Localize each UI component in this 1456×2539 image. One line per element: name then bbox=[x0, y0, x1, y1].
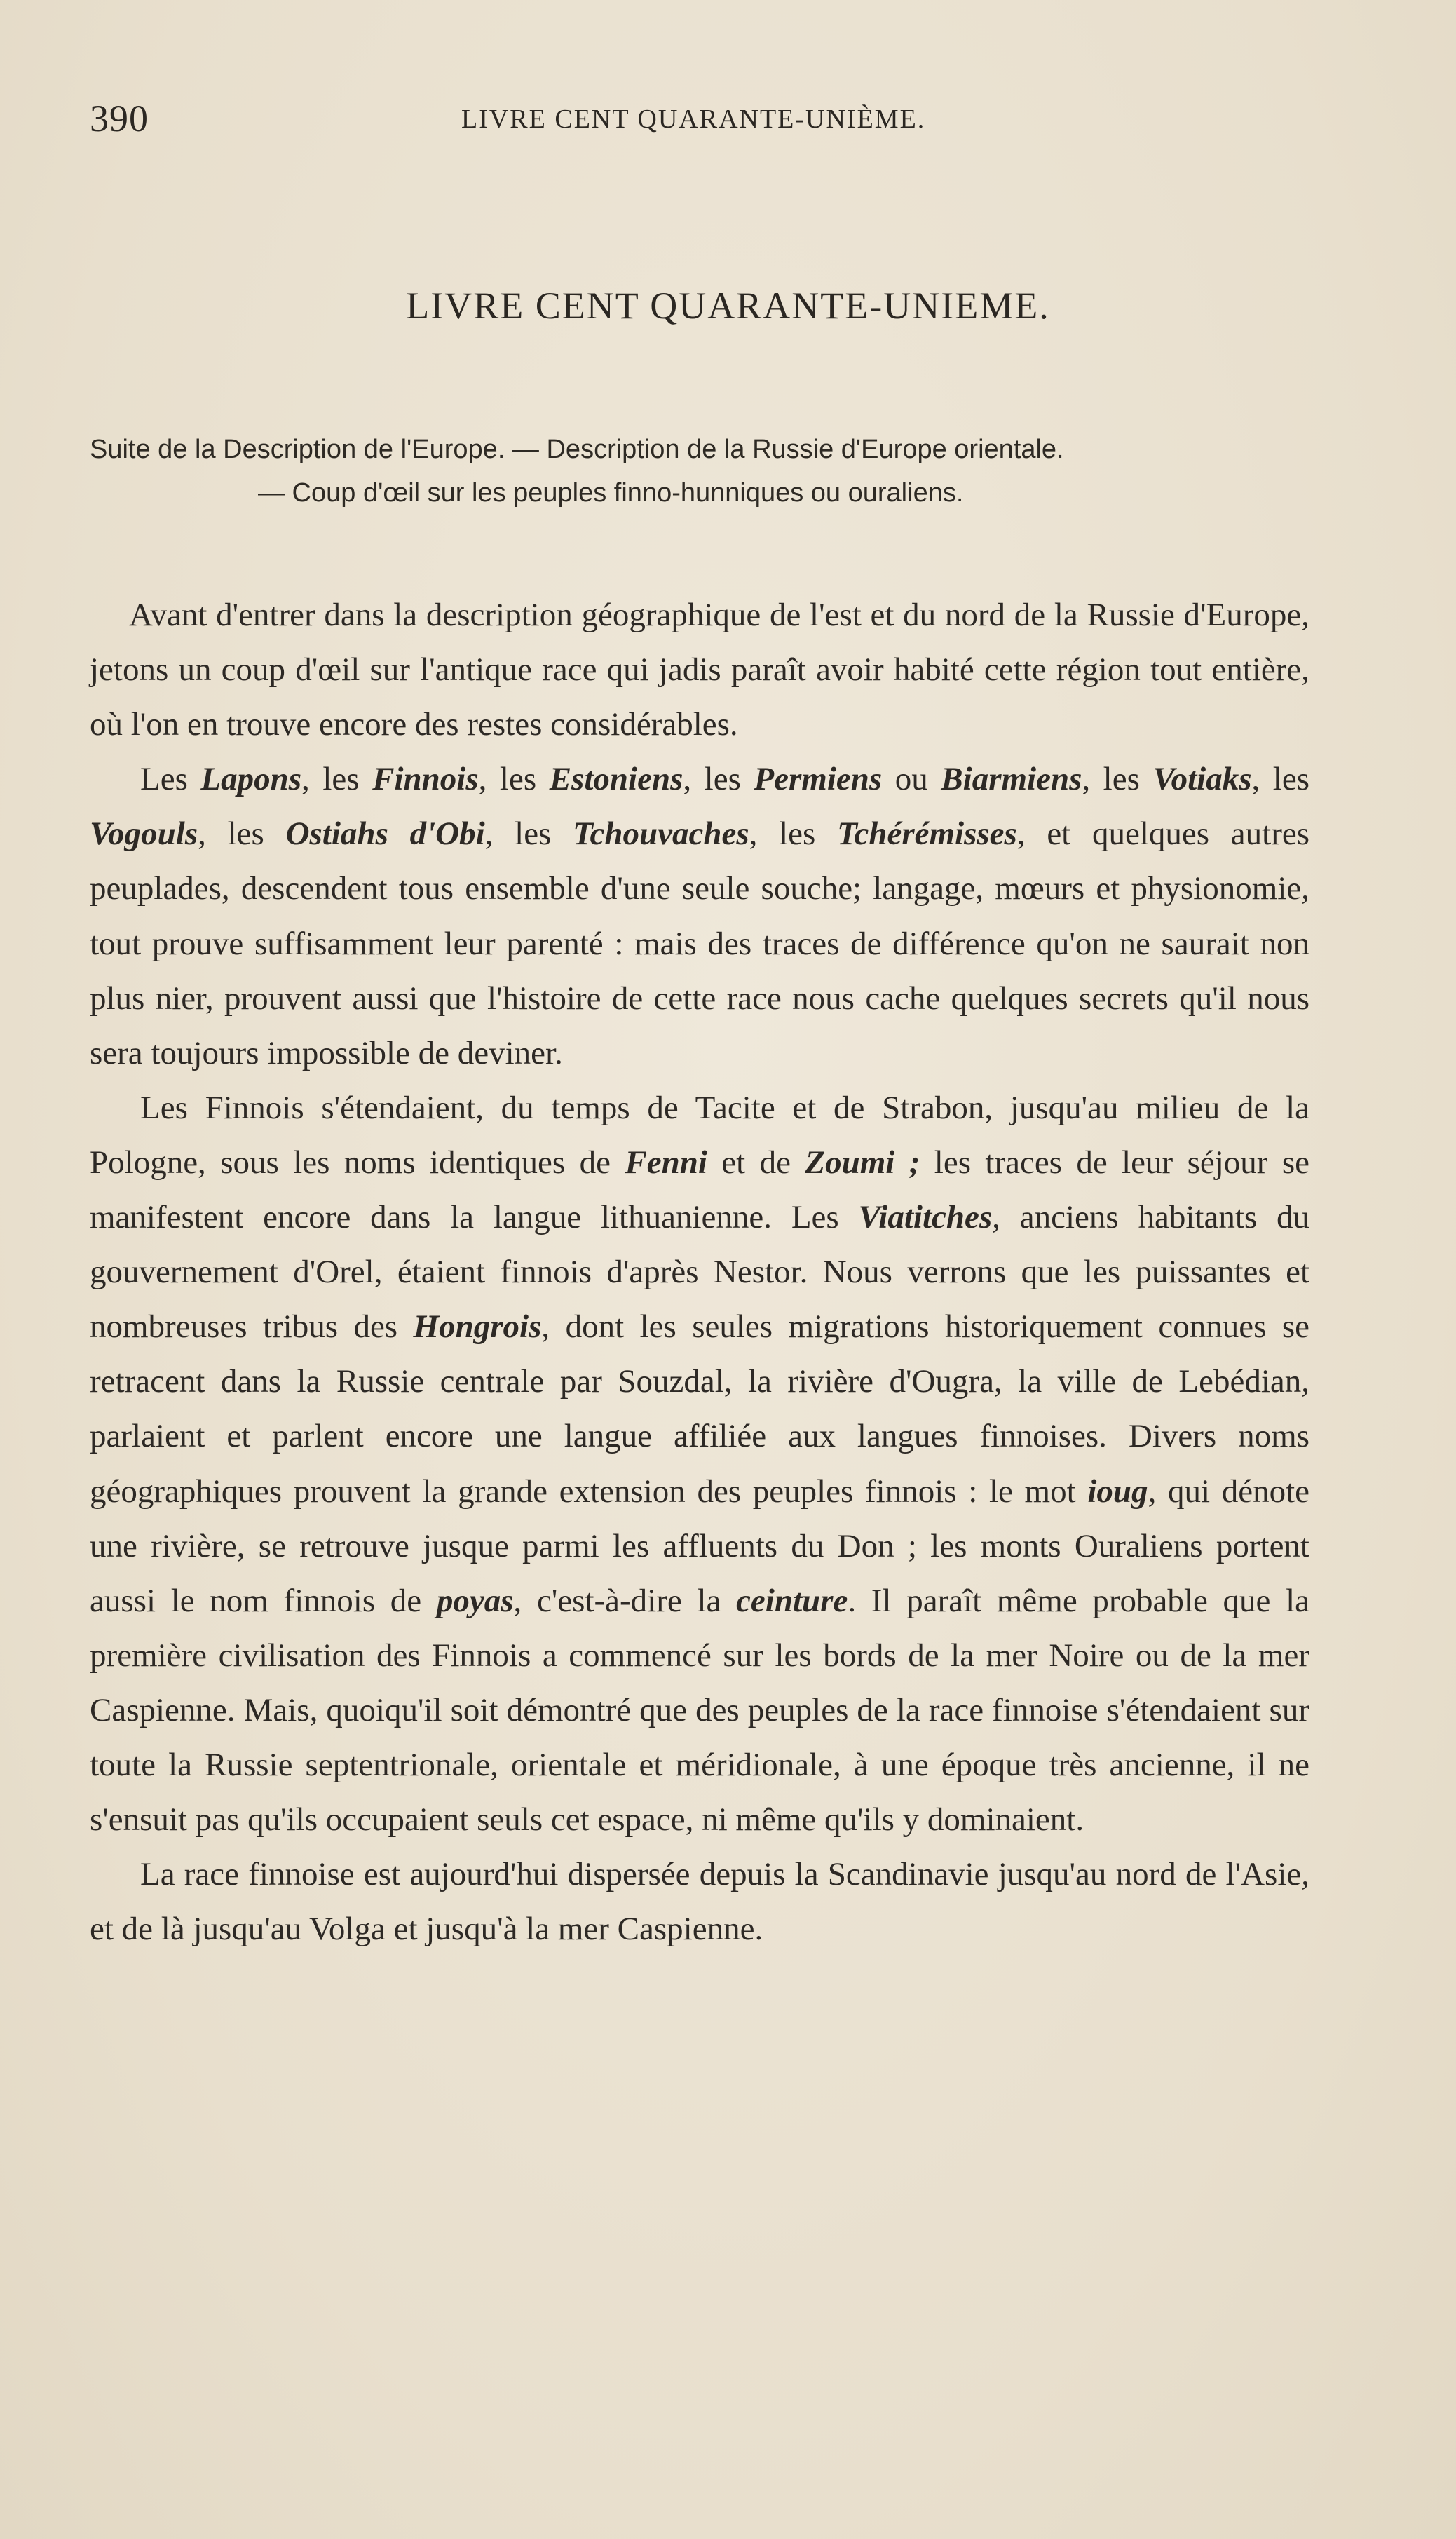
text-run: les traces de leur séjour se manifestent encore dans la langue lithuanienne. Les bbox=[90, 1144, 1309, 1236]
summary-line-2: — Coup d'œil sur les peuples finno-hunniques ou ouraliens. bbox=[258, 478, 964, 508]
people-name: Vogouls bbox=[90, 815, 198, 853]
people-name: Permiens bbox=[754, 761, 883, 798]
text-run: , les bbox=[198, 815, 286, 853]
text-run: , les bbox=[749, 815, 838, 853]
italic-term: Hongrois bbox=[413, 1308, 542, 1346]
people-name: Tchouvaches bbox=[573, 815, 749, 853]
text-run: , les bbox=[683, 761, 754, 798]
people-name: Biarmiens bbox=[941, 761, 1082, 798]
people-name: Votiaks bbox=[1152, 761, 1252, 798]
text-run: , les bbox=[478, 761, 550, 798]
people-name: Finnois bbox=[372, 761, 479, 798]
italic-term: ceinture bbox=[736, 1582, 848, 1619]
text-run: Les Finnois s'étendaient, du temps de Tacite et de Strabon, jusqu'au milieu de la Pologne, sous les noms identiques de bbox=[90, 1089, 1309, 1181]
paragraph-1: Avant d'entrer dans la description géographique de l'est et du nord de la Russie d'Europe, jetons un coup d'œil sur l'antique race qui jadis paraît avoir habité cette région tout entière, où l'on en trouve encore des restes considérables. bbox=[90, 597, 1309, 743]
text-run: , qui dénote une rivière, se retrouve jusque parmi les affluents du Don ; les monts Ouraliens portent aussi le nom finnois de bbox=[90, 1472, 1309, 1619]
people-name: Lapons bbox=[200, 761, 302, 798]
paragraph-4: La race finnoise est aujourd'hui dispersée depuis la Scandinavie jusqu'au nord de l'Asie, et de là jusqu'au Volga et jusqu'à la mer Caspienne. bbox=[90, 1856, 1309, 1948]
italic-term: Viatitches bbox=[858, 1199, 993, 1236]
text-run: , dont les seules migrations historiquement connues se retracent dans la Russie centrale par Souzdal, la rivière d'Ougra, la ville de Lebédian, parlaient et parlent encore une langue affiliée aux langues finnoises. Divers noms géographiques prouvent la grande extension des peuples finnois : le mot bbox=[90, 1308, 1309, 1510]
people-name: Estoniens bbox=[549, 761, 683, 798]
text-run: . Il paraît même probable que la première civilisation des Finnois a commencé sur les bords de la mer Noire ou de la mer Caspienne. Mais, quoiqu'il soit démontré que des peuples de la race finnoise s'étendaient sur toute la Russie septentrionale, orientale et méridionale, à une époque très ancienne, il ne s'ensuit pas qu'ils occupaient seuls cet espace, ni même qu'ils y dominaient. bbox=[90, 1582, 1309, 1839]
body-text bbox=[90, 588, 1309, 1956]
italic-term: poyas bbox=[436, 1582, 514, 1619]
summary-line-1: Suite de la Description de l'Europe. — Description de la Russie d'Europe orientale. bbox=[90, 435, 1064, 464]
text-run: , et quelques autres peuplades, descendent tous ensemble d'une seule souche; langage, mœurs et physionomie, tout prouve suffisamment leur parenté : mais des traces de différence qu'on ne saurait non plus nier, prouvent aussi que l'histoire de cette race nous cache quelques secrets qu'il nous sera toujours impossible de deviner. bbox=[90, 815, 1310, 1071]
text-run: , c'est-à-dire la bbox=[513, 1582, 737, 1619]
text-run: , les bbox=[1082, 761, 1153, 798]
text-run: , les bbox=[301, 761, 373, 798]
italic-term: Fenni bbox=[625, 1144, 707, 1181]
italic-term: Zoumi ; bbox=[805, 1144, 920, 1181]
text-run: , les bbox=[484, 815, 573, 853]
paragraph-3 bbox=[90, 1081, 1309, 1847]
running-head bbox=[90, 97, 1324, 139]
text-run: Les bbox=[140, 761, 201, 798]
paragraph-2 bbox=[90, 752, 1309, 1081]
text-run: , les bbox=[1251, 761, 1309, 798]
running-title: LIVRE CENT QUARANTE-UNIÈME. bbox=[461, 104, 926, 134]
chapter-summary bbox=[90, 428, 1309, 515]
people-name: Ostiahs d'Obi bbox=[285, 815, 485, 853]
text-run: , anciens habitants du gouvernement d'Orel, étaient finnois d'après Nestor. Nous verrons que les puissantes et nombreuses tribus des bbox=[90, 1199, 1309, 1346]
page-number: 390 bbox=[90, 97, 149, 140]
text-run: et de bbox=[707, 1144, 805, 1181]
people-name: Tchérémisses bbox=[837, 815, 1017, 853]
chapter-title: LIVRE CENT QUARANTE-UNIEME. bbox=[406, 285, 1050, 327]
text-run: ou bbox=[882, 761, 941, 798]
italic-term: ioug bbox=[1087, 1472, 1148, 1510]
